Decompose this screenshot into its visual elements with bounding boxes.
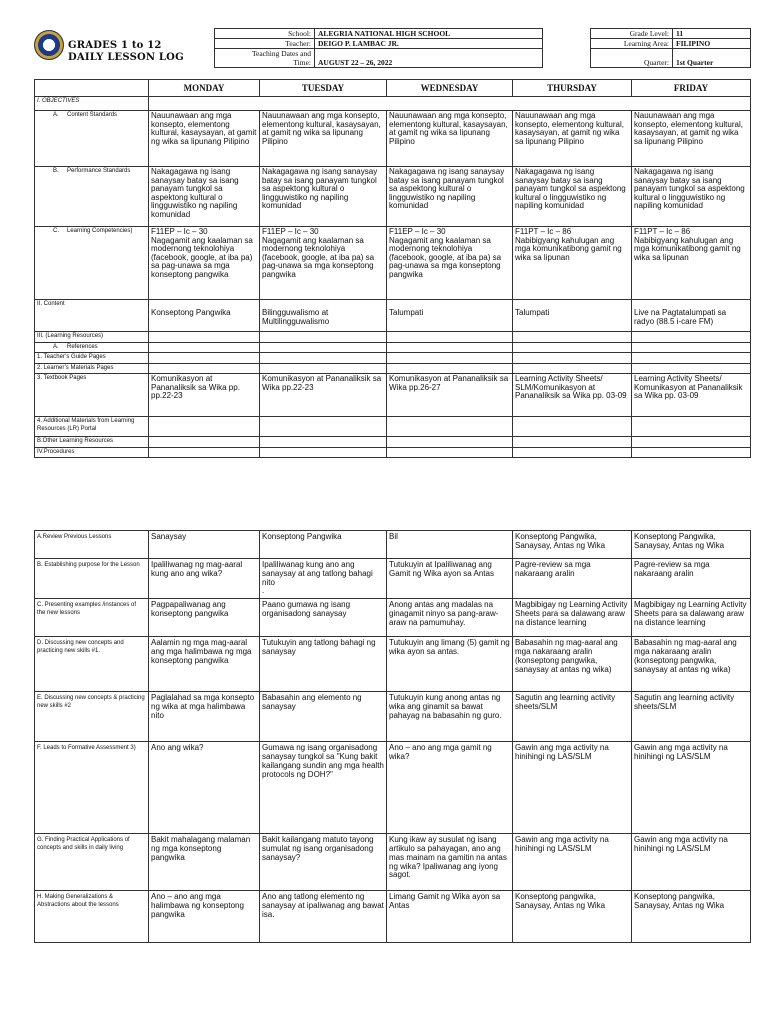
performance-standards-label: B. Performance Standards	[35, 167, 149, 227]
procedure-label: C. Presenting examples /instances of the new lessons	[35, 599, 149, 637]
table-cell: Nakagagawa ng isang sanaysay batay sa isang panayam tungkol sa aspektong kultural o lingguwistiko ng napiling komunidad	[387, 167, 513, 227]
procedure-row	[35, 692, 751, 742]
procedure-label: A.Review Previous Lessons	[35, 531, 149, 559]
dates-value: AUGUST 22 – 26, 2022	[315, 49, 543, 68]
other-resources-row	[35, 437, 751, 448]
table-cell: F11EP – Ic – 30 Nagagamit ang kaalaman sa modernong teknolohiya (facebook, google, at iba pa) sa pag-unawa sa mga konseptong pangwika	[260, 227, 387, 300]
table-cell: Paglalahad sa mga konsepto ng wika at mga halimbawa nito	[149, 692, 260, 742]
performance-standards-row	[35, 167, 751, 227]
procedure-label: D. Discussing new concepts and practicing new skills #1.	[35, 637, 149, 692]
area-label: Learning Area:	[591, 39, 673, 49]
school-label: School:	[215, 29, 315, 39]
procedure-label: B. Establishing purpose for the Lesson	[35, 559, 149, 599]
procedure-label: H. Making Generalizations & Abstractions about the lessons	[35, 891, 149, 943]
table-cell: F11EP – Ic – 30 Nagagamit ang kaalaman sa modernong teknolohiya (facebook, google, at iba pa) sa pag-unawa sa mga konseptong pangwika	[149, 227, 260, 300]
table-cell: Anong antas ang madalas na ginagamit ninyo sa pang-araw-araw na pamumuhay.	[387, 599, 513, 637]
table-cell: F11PT – Ic – 86 Nabibigyang kahulugan ang mga komunikatibong gamit ng wika sa lipunan	[632, 227, 751, 300]
table-cell: Konseptong pangwika, Sanaysay, Antas ng Wika	[632, 891, 751, 943]
table-cell: Aalamin ng mga mag-aaral ang mga halimbawa ng mga konseptong pangwika	[149, 637, 260, 692]
brand-line-1: GRADES 1 to 12	[68, 40, 162, 51]
lesson-plan-table	[34, 79, 751, 458]
quarter-value: 1st Quarter	[673, 49, 751, 68]
table-cell: Sanaysay	[149, 531, 260, 559]
table-cell: Babasahin ng mag-aaral ang mga nakaraang aralin (konseptong pangwika, sanaysay at antas ng wika)	[513, 637, 632, 692]
other-resources-label: B.Other Learning Resources	[35, 437, 149, 448]
table-cell: Konseptong pangwika, Sanaysay, Antas ng Wika	[513, 891, 632, 943]
procedure-row	[35, 559, 751, 599]
table-cell: Ano ang wika?	[149, 742, 260, 834]
procedures-table	[34, 530, 751, 943]
table-cell: Konseptong Pangwika	[149, 300, 260, 332]
procedure-row	[35, 637, 751, 692]
table-cell: Ano – ano ang mga halimbawa ng konseptong pangwika	[149, 891, 260, 943]
references-row	[35, 342, 751, 353]
table-cell: Magbibigay ng Learning Activity Sheets para sa dalawang araw na distance learning	[632, 599, 751, 637]
quarter-label: Quarter:	[591, 49, 673, 68]
deped-seal-logo	[34, 30, 64, 60]
table-cell: Komunikasyon at Pananaliksik sa Wika pp.22-23	[260, 374, 387, 417]
teacher-value: DEIGO P. LAMBAC JR.	[315, 39, 543, 49]
table-cell: Babasahin ng mag-aaral ang mga nakaraang aralin (konseptong pangwika, sanaysay at antas ng wika)	[632, 637, 751, 692]
table-cell: Nauunawaan ang mga konsepto, elementong kultural, kasaysayan, at gamit ng wika sa lipunang Pilipino	[387, 111, 513, 167]
table-cell: F11EP – Ic – 30 Nagagamit ang kaalaman sa modernong teknolohiya (facebook, google, at iba pa) sa pag-unawa sa mga konseptong pangwika	[387, 227, 513, 300]
table-cell: Learning Activity Sheets/ Komunikasyon at Pananaliksik sa Wika pp. 03-09	[632, 374, 751, 417]
table-cell: Live na Pagtatalumpati sa radyo (88.5 i-care FM)	[632, 300, 751, 332]
objectives-label: I. OBJECTIVES	[35, 97, 149, 111]
table-cell: Tutukuyin at Ipaliliwanag ang Gamit ng Wika ayon sa Antas	[387, 559, 513, 599]
learning-resources-row	[35, 332, 751, 343]
table-cell: Sagutin ang learning activity sheets/SLM	[632, 692, 751, 742]
table-cell: Nakagagawa ng isang sanaysay batay sa isang panayam tungkol sa aspektong kultural o lingguwistiko ng napiling komunidad	[632, 167, 751, 227]
procedure-row	[35, 891, 751, 943]
learning-resources-label: III. (Learning Resources)	[35, 332, 149, 343]
procedures-row	[35, 447, 751, 458]
dates-label: Teaching Dates and Time:	[215, 49, 315, 68]
content-standards-label: A. Content Standards	[35, 111, 149, 167]
table-cell: Nakagagawa ng isang sanaysay batay sa isang panayam tungkol sa aspektong kultural o lingguwistiko ng napiling komunidad	[260, 167, 387, 227]
table-cell: Komunikasyon at Pananaliksik sa Wika pp. pp.22-23	[149, 374, 260, 417]
day-monday: MONDAY	[149, 80, 260, 97]
table-cell: Sagutin ang learning activity sheets/SLM	[513, 692, 632, 742]
table-cell: Nakagagawa ng isang sanaysay batay sa isang panayam tungkol sa aspektong kultural o lingguwistiko ng napiling komunidad	[513, 167, 632, 227]
document-brand	[68, 40, 184, 64]
procedure-row	[35, 599, 751, 637]
learning-competencies-row	[35, 227, 751, 300]
table-cell: Paano gumawa ng isang organisadong sanaysay	[260, 599, 387, 637]
procedure-label: G. Finding Practical Applications of concepts and skills in daily living	[35, 834, 149, 891]
table-cell: Talumpati	[513, 300, 632, 332]
table-cell: Pagre-review sa mga nakaraang aralin	[513, 559, 632, 599]
table-cell: Kung ikaw ay susulat ng isang artikulo sa pahayagan, ano ang mas mainam na gamitin na antas ng wika? Ipaliwanag ang iyong sagot.	[387, 834, 513, 891]
day-friday: FRIDAY	[632, 80, 751, 97]
table-cell: Nauunawaan ang mga konsepto, elementong kultural, kasaysayan, at gamit ng wika sa lipunang Pilipino	[260, 111, 387, 167]
table-cell: Gawin ang mga activity na hinihingi ng LAS/SLM	[513, 834, 632, 891]
learners-materials-row	[35, 363, 751, 374]
table-cell: Learning Activity Sheets/ SLM/Komunikasyon at Pananaliksik sa Wika pp. 03-09	[513, 374, 632, 417]
table-cell: Gawin ang mga activity na hinihingi ng LAS/SLM	[632, 834, 751, 891]
teachers-guide-row	[35, 353, 751, 364]
learners-materials-label: 2. Learner’s Materials Pages	[35, 363, 149, 374]
procedure-row	[35, 531, 751, 559]
table-cell: Nauunawaan ang mga konsepto, elementong kultural, kasaysayan, at gamit ng wika sa lipunang Pilipino	[149, 111, 260, 167]
table-cell: Bil	[387, 531, 513, 559]
table-cell: Konseptong Pangwika	[260, 531, 387, 559]
objectives-row	[35, 97, 751, 111]
procedures-label: IV.Procedures	[35, 447, 149, 458]
table-cell: Limang Gamit ng Wika ayon sa Antas	[387, 891, 513, 943]
content-row	[35, 300, 751, 332]
day-wednesday: WEDNESDAY	[387, 80, 513, 97]
teacher-label: Teacher:	[215, 39, 315, 49]
table-cell: Konseptong Pangwika, Sanaysay, Antas ng Wika	[513, 531, 632, 559]
references-label: A. References	[35, 342, 149, 353]
table-cell: Nakagagawa ng isang sanaysay batay sa isang panayam tungkol sa aspektong kultural o lingguwistiko ng napiling komunidad	[149, 167, 260, 227]
table-cell: Ano ang tatlong elemento ng sanaysay at ipaliwanag ang bawat isa.	[260, 891, 387, 943]
table-cell: Nauunawaan ang mga konsepto, elementong kultural, kasaysayan, at gamit ng wika sa lipunang Pilipino	[632, 111, 751, 167]
day-header-row	[35, 80, 751, 97]
table-cell: Pagpapaliwanag ang konseptong pangwika	[149, 599, 260, 637]
table-cell: Ipaliliwanag ng mag-aaral kung ano ang wika?	[149, 559, 260, 599]
procedure-label: F. Leads to Formative Assessment 3)	[35, 742, 149, 834]
table-cell: Nauunawaan ang mga konsepto, elementong kultural, kasaysayan, at gamit ng wika sa lipunang Pilipino	[513, 111, 632, 167]
table-cell: Magbibigay ng Learning Activity Sheets para sa dalawang araw na distance learning	[513, 599, 632, 637]
additional-materials-row	[35, 417, 751, 437]
procedure-row	[35, 742, 751, 834]
table-cell: Konseptong Pangwika, Sanaysay, Antas ng Wika	[632, 531, 751, 559]
table-cell: F11PT – Ic – 86 Nabibigyang kahulugan ang mga komunikatibong gamit ng wika sa lipunan	[513, 227, 632, 300]
procedure-row	[35, 834, 751, 891]
teachers-guide-label: 1. Teacher’s Guide Pages	[35, 353, 149, 364]
table-cell: Bakit kailangang matuto tayong sumulat ng isang organisadong sanaysay?	[260, 834, 387, 891]
table-cell: Ipaliliwanag kung ano ang sanaysay at ang tatlong bahagi nito .	[260, 559, 387, 599]
learning-competencies-label: C. Learning Competencies)	[35, 227, 149, 300]
grade-label: Grade Level:	[591, 29, 673, 39]
school-value: ALEGRIA NATIONAL HIGH SCHOOL	[315, 29, 543, 39]
grade-value: 11	[673, 29, 751, 39]
textbook-row	[35, 374, 751, 417]
table-cell: Bilingguwalismo at Multilingguwalismo	[260, 300, 387, 332]
table-cell: Tutukuyin ang tatlong bahagi ng sanaysay	[260, 637, 387, 692]
area-value: FILIPINO	[673, 39, 751, 49]
brand-line-2: DAILY LESSON LOG	[68, 52, 184, 63]
textbook-label: 3. Textbook Pages	[35, 374, 149, 417]
table-cell: Gawin ang mga activity na hinihingi ng LAS/SLM	[513, 742, 632, 834]
day-thursday: THURSDAY	[513, 80, 632, 97]
table-cell: Komunikasyon at Pananaliksik sa Wika pp.26-27	[387, 374, 513, 417]
table-cell: Gawin ang mga activity na hinihingi ng LAS/SLM	[632, 742, 751, 834]
content-label: II. Content	[35, 300, 149, 332]
content-standards-row	[35, 111, 751, 167]
table-cell: Bakit mahalagang malaman ng mga konseptong pangwika	[149, 834, 260, 891]
table-cell: Gumawa ng isang organisadong sanaysay tungkol sa "Kung bakit kailangang sundin ang mga health protocols ng DOH?"	[260, 742, 387, 834]
table-cell: Tutukuyin kung anong antas ng wika ang ginamit sa bawat pahayag na babasahin ng guro.	[387, 692, 513, 742]
table-cell: Babasahin ang elemento ng sanaysay	[260, 692, 387, 742]
table-cell: Tutukuyin ang limang (5) gamit ng wika ayon sa antas.	[387, 637, 513, 692]
table-cell: Pagre-review sa mga nakaraang aralin	[632, 559, 751, 599]
procedure-label: E. Discussing new concepts & practicing new skills #2	[35, 692, 149, 742]
additional-materials-label: 4. Additional Materials from Learning Resources (LR) Portal	[35, 417, 149, 437]
table-cell: Ano – ano ang mga gamit ng wika?	[387, 742, 513, 834]
table-cell: Talumpati	[387, 300, 513, 332]
day-tuesday: TUESDAY	[260, 80, 387, 97]
header-info-table	[214, 28, 751, 68]
